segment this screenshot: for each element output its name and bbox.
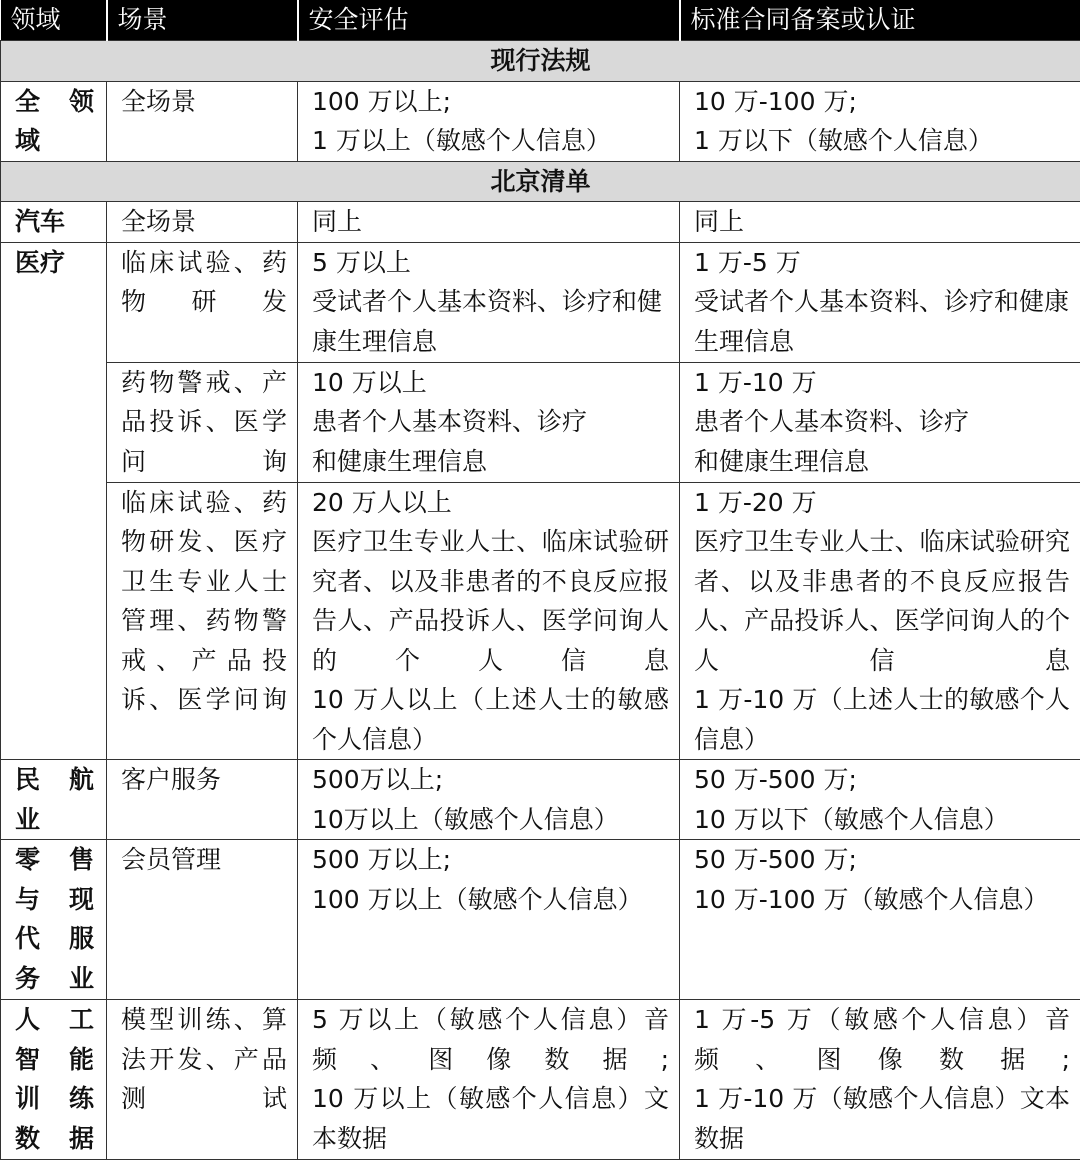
table-row: [1, 482, 1080, 760]
domain-cell: 人 工 智 能 训 练 数据: [1, 1000, 107, 1160]
contract-cell: 1 万-10 万 患者个人基本资料、诊疗 和健康生理信息: [680, 362, 1080, 482]
table-row: [1, 840, 1080, 1000]
scene-cell: 客户服务: [107, 760, 298, 840]
contract-cell: 1 万-5 万（敏感个人信息）音频、图像数据; 1 万-10 万（敏感个人信息）文本数据: [680, 1000, 1080, 1160]
contract-cell: 50 万-500 万; 10 万-100 万（敏感个人信息）: [680, 840, 1080, 1000]
contract-cell: 10 万-100 万; 1 万以下（敏感个人信息）: [680, 81, 1080, 161]
header-assessment: 安全评估: [298, 0, 680, 41]
contract-cell: 同上: [680, 202, 1080, 243]
table-row: [1, 1000, 1080, 1160]
assessment-cell: 10 万以上 患者个人基本资料、诊疗 和健康生理信息: [298, 362, 680, 482]
assessment-cell: 同上: [298, 202, 680, 243]
contract-cell: 1 万-5 万 受试者个人基本资料、诊疗和健康生理信息: [680, 242, 1080, 362]
table-row: [1, 242, 1080, 362]
scene-cell: 模型训练、算法开发、产品测试: [107, 1000, 298, 1160]
contract-cell: 1 万-20 万 医疗卫生专业人士、临床试验研究者、以及非患者的不良反应报告人、产品投诉人、医学问询人的个人信息 1 万-10 万（上述人士的敏感个人信息）: [680, 482, 1080, 760]
domain-cell: 汽车: [1, 202, 107, 243]
domain-cell: 民 航 业: [1, 760, 107, 840]
scene-cell: 药物警戒、产品投诉、医学问询: [107, 362, 298, 482]
contract-cell: 50 万-500 万; 10 万以下（敏感个人信息）: [680, 760, 1080, 840]
section-beijing-list: 北京清单: [1, 161, 1080, 202]
header-scene: 场景: [107, 0, 298, 41]
table-row: [1, 81, 1080, 161]
assessment-cell: 500 万以上; 100 万以上（敏感个人信息）: [298, 840, 680, 1000]
table-row: [1, 362, 1080, 482]
assessment-cell: 20 万人以上 医疗卫生专业人士、临床试验研究者、以及非患者的不良反应报告人、产品投诉人、医学问询人的个人信息 10 万人以上（上述人士的敏感个人信息）: [298, 482, 680, 760]
header-domain: 领域: [1, 0, 107, 41]
scene-cell: 临床试验、药物研发: [107, 242, 298, 362]
domain-cell: 医疗: [1, 242, 107, 760]
header-contract: 标准合同备案或认证: [680, 0, 1080, 41]
scene-cell: 临床试验、药物研发、医疗卫生专业人士管理、药物警戒、产品投诉、医学问询: [107, 482, 298, 760]
section-row-beijing-list: [1, 161, 1080, 202]
assessment-cell: 500万以上; 10万以上（敏感个人信息）: [298, 760, 680, 840]
section-current-law: 现行法规: [1, 41, 1080, 82]
scene-cell: 会员管理: [107, 840, 298, 1000]
scene-cell: 全场景: [107, 81, 298, 161]
header-row: [1, 0, 1080, 41]
assessment-cell: 5 万以上 受试者个人基本资料、诊疗和健康生理信息: [298, 242, 680, 362]
table-row: [1, 202, 1080, 243]
scene-cell: 全场景: [107, 202, 298, 243]
domain-cell: 全 领 域: [1, 81, 107, 161]
domain-cell: 零 售 与 现 代 服 务业: [1, 840, 107, 1000]
assessment-cell: 100 万以上; 1 万以上（敏感个人信息）: [298, 81, 680, 161]
table-row: [1, 760, 1080, 840]
assessment-cell: 5 万以上（敏感个人信息）音频、图像数据; 10 万以上（敏感个人信息）文本数据: [298, 1000, 680, 1160]
section-row-current-law: [1, 41, 1080, 82]
